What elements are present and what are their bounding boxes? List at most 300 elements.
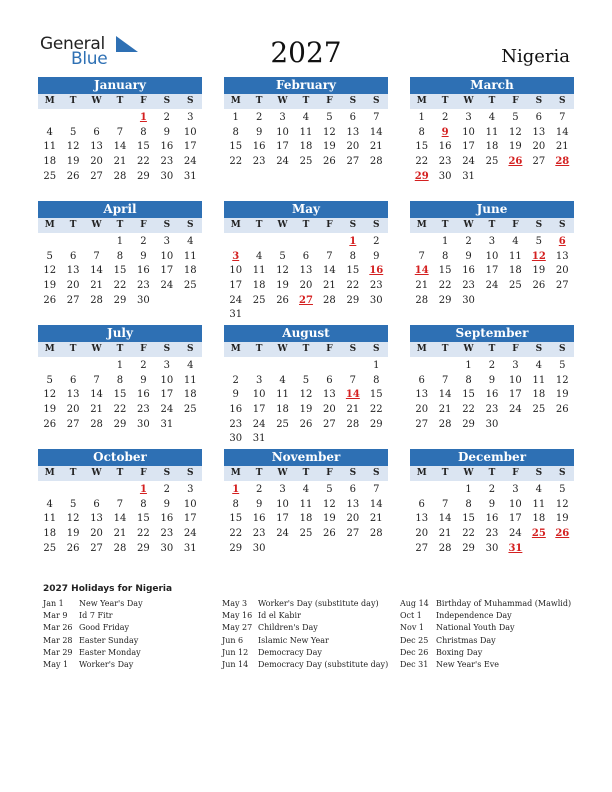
weekday-label: F [326, 96, 333, 106]
day: 19 [323, 513, 336, 525]
day: 10 [276, 498, 289, 510]
day: 22 [229, 528, 243, 540]
day: 1 [465, 360, 472, 371]
day: 18 [299, 141, 313, 153]
day: 7 [373, 484, 380, 495]
day: 21 [438, 404, 452, 416]
day: 3 [163, 236, 171, 247]
month-january [38, 77, 202, 184]
holiday-entry [222, 599, 388, 611]
weekday-label: S [187, 468, 194, 478]
day: 29 [369, 418, 383, 430]
day: 28 [346, 418, 360, 430]
day: 4 [535, 360, 543, 371]
day: 15 [369, 389, 383, 401]
holiday-column [400, 599, 571, 672]
day: 13 [66, 265, 80, 277]
holiday-day: 28 [555, 156, 570, 168]
weekday-label: W [277, 220, 288, 230]
holiday-entry [400, 636, 571, 648]
day: 21 [438, 528, 452, 540]
day: 29 [462, 418, 475, 430]
day: 10 [183, 126, 197, 138]
day: 22 [137, 156, 150, 168]
day: 4 [488, 112, 496, 123]
day: 8 [116, 250, 124, 262]
day: 1 [116, 360, 124, 371]
day: 28 [415, 294, 429, 306]
weekday-header [224, 466, 388, 481]
holiday-entry [400, 623, 571, 635]
holiday-day: 9 [441, 126, 449, 138]
day: 3 [279, 112, 286, 123]
day: 6 [302, 250, 310, 262]
weekday-label: M [44, 220, 55, 230]
empty-cell [318, 235, 341, 250]
holiday-day: 27 [299, 294, 313, 306]
day: 15 [229, 513, 243, 525]
day: 17 [509, 389, 522, 401]
day: 22 [346, 280, 360, 292]
day: 31 [183, 542, 197, 554]
day: 27 [415, 542, 429, 554]
day: 11 [509, 250, 522, 262]
holiday-entry [43, 611, 143, 623]
empty-cell [61, 483, 84, 498]
weekday-label: F [326, 344, 333, 354]
day: 13 [346, 126, 360, 138]
empty-cell [410, 359, 433, 374]
day: 5 [46, 374, 53, 386]
empty-cell [224, 235, 247, 250]
day: 15 [137, 141, 150, 153]
day: 19 [555, 389, 569, 401]
day: 17 [160, 265, 174, 277]
day: 9 [255, 126, 263, 138]
empty-cell [271, 235, 294, 250]
weekday-label: T [441, 96, 449, 106]
day-grid [224, 111, 388, 170]
holiday-entry [400, 611, 571, 623]
weekday-label: S [535, 220, 543, 230]
day: 9 [488, 374, 496, 386]
day: 18 [276, 404, 289, 416]
day: 17 [276, 513, 289, 525]
day: 26 [299, 418, 313, 430]
month-title: May [224, 201, 388, 218]
day: 24 [462, 156, 475, 168]
weekday-label: S [373, 468, 380, 478]
weekday-label: S [535, 96, 543, 106]
holiday-day: 3 [232, 250, 240, 262]
weekday-label: S [535, 468, 543, 478]
weekday-label: S [559, 344, 566, 354]
day: 15 [229, 141, 243, 153]
day: 9 [140, 374, 147, 386]
day: 30 [438, 170, 452, 182]
day: 13 [415, 389, 429, 401]
holiday-date: Mar 26 [43, 623, 73, 633]
day: 10 [160, 250, 174, 262]
holiday-date: Dec 26 [400, 647, 429, 657]
day: 30 [229, 433, 243, 445]
day: 18 [532, 513, 546, 525]
day: 28 [90, 294, 103, 306]
day: 12 [509, 126, 522, 138]
day: 30 [137, 418, 150, 430]
holiday-name: Birthday of Muhammad (Mawlid) [436, 599, 572, 608]
weekday-label: T [255, 468, 263, 478]
month-september [410, 325, 574, 432]
day: 13 [346, 498, 360, 510]
weekday-label: F [140, 344, 147, 354]
day: 16 [229, 404, 243, 416]
holiday-date: Jun 12 [222, 647, 249, 657]
day: 25 [532, 404, 546, 416]
day: 16 [137, 389, 150, 401]
weekday-header [410, 94, 574, 109]
day: 19 [299, 404, 313, 416]
weekday-label: M [230, 96, 241, 106]
day: 24 [252, 418, 266, 430]
weekday-header [38, 218, 202, 233]
holiday-day: 1 [232, 484, 240, 495]
day: 30 [369, 294, 383, 306]
day: 16 [137, 265, 150, 277]
day: 25 [183, 280, 197, 292]
day: 2 [140, 236, 147, 247]
holiday-name: Democracy Day (substitute day) [258, 659, 389, 669]
empty-cell [410, 235, 433, 250]
day: 8 [116, 374, 124, 386]
day: 21 [555, 141, 569, 153]
day: 17 [183, 141, 197, 153]
day: 1 [373, 360, 380, 371]
day: 6 [418, 374, 425, 386]
month-title: April [38, 201, 202, 218]
day: 10 [160, 374, 174, 386]
weekday-label: W [91, 468, 102, 478]
day: 29 [462, 542, 475, 554]
day: 1 [116, 236, 124, 247]
day: 19 [43, 280, 57, 292]
day: 13 [415, 513, 429, 525]
weekday-label: T [69, 96, 77, 106]
day: 13 [532, 126, 546, 138]
day: 20 [90, 528, 103, 540]
holiday-entry [222, 636, 388, 648]
holiday-date: Dec 25 [400, 635, 429, 645]
weekday-label: W [463, 220, 474, 230]
day: 30 [485, 542, 499, 554]
day: 12 [299, 389, 313, 401]
day: 10 [509, 498, 522, 510]
day: 26 [43, 294, 57, 306]
month-title: October [38, 449, 202, 466]
day: 25 [299, 156, 313, 168]
day: 23 [485, 528, 499, 540]
day: 18 [532, 389, 546, 401]
day: 27 [90, 542, 103, 554]
day: 18 [183, 265, 197, 277]
empty-cell [61, 235, 84, 250]
day: 4 [535, 484, 543, 495]
weekday-label: F [140, 220, 147, 230]
day: 12 [43, 389, 57, 401]
weekday-label: W [91, 220, 102, 230]
weekday-label: S [373, 96, 380, 106]
month-title: June [410, 201, 574, 218]
day: 13 [66, 389, 80, 401]
day: 24 [485, 280, 499, 292]
day: 26 [323, 528, 336, 540]
day: 26 [323, 156, 336, 168]
day: 14 [438, 389, 452, 401]
day: 8 [232, 498, 239, 510]
holiday-name: New Year's Eve [436, 659, 499, 669]
holiday-date: May 16 [222, 611, 253, 621]
weekday-header [224, 218, 388, 233]
day: 22 [369, 404, 383, 416]
day: 19 [66, 528, 80, 540]
day: 3 [512, 484, 519, 495]
holiday-name: New Year's Day [79, 599, 143, 608]
month-title: July [38, 325, 202, 342]
day: 25 [43, 542, 57, 554]
day: 24 [509, 528, 522, 540]
day: 9 [465, 250, 472, 262]
day: 12 [43, 265, 57, 277]
holiday-date: Oct 1 [400, 611, 422, 621]
day: 28 [90, 418, 103, 430]
day: 22 [113, 280, 127, 292]
day: 6 [69, 250, 77, 262]
day: 21 [369, 513, 383, 525]
day: 2 [140, 360, 147, 371]
weekday-label: T [255, 220, 263, 230]
day: 29 [137, 170, 150, 182]
day: 19 [323, 141, 336, 153]
day: 18 [299, 513, 313, 525]
weekday-label: T [302, 468, 310, 478]
day: 27 [415, 418, 429, 430]
day: 7 [418, 250, 425, 262]
holiday-date: Jan 1 [43, 599, 64, 608]
day: 2 [488, 484, 496, 495]
holiday-date: May 1 [43, 659, 69, 669]
holiday-date: Dec 31 [400, 659, 429, 669]
day: 23 [438, 156, 452, 168]
day: 30 [252, 542, 266, 554]
day: 26 [66, 170, 80, 182]
day: 24 [160, 404, 174, 416]
weekday-label: F [326, 468, 333, 478]
empty-cell [318, 359, 341, 374]
day: 24 [183, 156, 197, 168]
day: 12 [66, 513, 80, 525]
day: 17 [229, 280, 243, 292]
weekday-label: F [326, 220, 333, 230]
day: 25 [485, 156, 499, 168]
weekday-header [410, 218, 574, 233]
weekday-label: S [559, 220, 566, 230]
day: 2 [255, 484, 263, 495]
holiday-name: Islamic New Year [258, 635, 329, 645]
day: 22 [137, 528, 150, 540]
holiday-date: Mar 29 [43, 647, 73, 657]
day: 11 [183, 374, 197, 386]
day-grid [410, 483, 574, 556]
country-name: Nigeria [501, 46, 570, 67]
holiday-entry [43, 623, 143, 635]
day: 8 [140, 126, 147, 138]
weekday-label: M [44, 96, 55, 106]
day: 24 [160, 280, 174, 292]
day: 27 [346, 156, 360, 168]
month-title: September [410, 325, 574, 342]
weekday-label: W [91, 344, 102, 354]
day: 6 [326, 374, 333, 386]
day: 20 [66, 404, 80, 416]
day: 4 [302, 112, 310, 123]
day: 3 [255, 374, 263, 386]
day: 14 [369, 126, 383, 138]
day: 14 [369, 498, 383, 510]
weekday-label: F [512, 96, 519, 106]
empty-cell [247, 359, 270, 374]
day: 21 [113, 156, 127, 168]
weekday-header [410, 342, 574, 357]
holiday-entry [222, 660, 388, 672]
weekday-header [38, 94, 202, 109]
holiday-name: Worker's Day [79, 659, 134, 669]
day: 9 [373, 250, 380, 262]
day: 6 [535, 112, 543, 123]
day-grid [410, 359, 574, 432]
day: 28 [323, 294, 336, 306]
weekday-header [38, 342, 202, 357]
month-may [224, 201, 388, 323]
day: 18 [485, 141, 499, 153]
day: 7 [326, 250, 333, 262]
day: 14 [323, 265, 336, 277]
day: 1 [418, 112, 425, 123]
day: 20 [415, 528, 429, 540]
day: 8 [373, 374, 380, 386]
day: 13 [90, 141, 103, 153]
day: 5 [326, 484, 333, 495]
day: 4 [279, 374, 286, 386]
holiday-name: Children's Day [258, 623, 318, 633]
day: 27 [66, 418, 80, 430]
month-title: December [410, 449, 574, 466]
holiday-name: Easter Sunday [79, 635, 139, 645]
weekday-label: S [373, 220, 380, 230]
empty-cell [433, 483, 456, 498]
day: 21 [369, 141, 383, 153]
holiday-date: May 3 [222, 599, 248, 608]
day: 9 [140, 250, 147, 262]
day: 10 [252, 389, 266, 401]
weekday-label: M [230, 344, 241, 354]
day: 13 [323, 389, 336, 401]
weekday-label: M [230, 468, 241, 478]
day: 11 [43, 513, 57, 525]
month-march [410, 77, 574, 184]
day: 23 [137, 404, 150, 416]
day: 4 [46, 126, 53, 138]
day: 1 [465, 484, 472, 495]
holiday-entry [43, 599, 143, 611]
empty-cell [61, 359, 84, 374]
empty-cell [85, 235, 108, 250]
day: 4 [302, 484, 310, 495]
day: 11 [485, 126, 499, 138]
month-july [38, 325, 202, 432]
day: 3 [465, 112, 472, 123]
holidays-title: 2027 Holidays for Nigeria [43, 584, 173, 594]
day: 29 [346, 294, 360, 306]
day: 15 [462, 513, 475, 525]
day: 16 [160, 513, 174, 525]
weekday-label: W [91, 96, 102, 106]
day: 31 [229, 309, 243, 321]
day-grid [224, 483, 388, 556]
holiday-day: 6 [558, 236, 566, 247]
month-august [224, 325, 388, 447]
day: 17 [160, 389, 174, 401]
day: 17 [485, 265, 499, 277]
day: 7 [441, 498, 449, 510]
day: 12 [276, 265, 289, 277]
day: 19 [509, 141, 522, 153]
day: 27 [555, 280, 569, 292]
day: 26 [532, 280, 546, 292]
day: 27 [532, 156, 546, 168]
day: 5 [279, 250, 286, 262]
holiday-entry [43, 648, 143, 660]
day: 31 [183, 170, 197, 182]
day: 24 [229, 294, 243, 306]
logo-text-general: General [40, 34, 105, 54]
weekday-label: T [302, 96, 310, 106]
day: 8 [441, 250, 449, 262]
day: 16 [160, 141, 174, 153]
holiday-column [222, 599, 388, 672]
empty-cell [410, 483, 433, 498]
day-grid [410, 235, 574, 308]
holiday-date: Jun 6 [222, 635, 244, 645]
day: 5 [326, 112, 333, 123]
day: 23 [160, 156, 174, 168]
day: 18 [252, 280, 266, 292]
day: 18 [43, 156, 57, 168]
day: 3 [187, 112, 194, 123]
day: 10 [509, 374, 522, 386]
weekday-label: M [416, 96, 427, 106]
day: 14 [438, 513, 452, 525]
day: 23 [462, 280, 475, 292]
day: 21 [90, 404, 103, 416]
day: 4 [187, 360, 194, 371]
weekday-label: T [69, 220, 77, 230]
weekday-label: F [140, 96, 147, 106]
holiday-name: National Youth Day [436, 623, 515, 633]
day: 28 [438, 542, 452, 554]
day: 25 [43, 170, 57, 182]
month-november [224, 449, 388, 556]
day: 14 [113, 141, 127, 153]
